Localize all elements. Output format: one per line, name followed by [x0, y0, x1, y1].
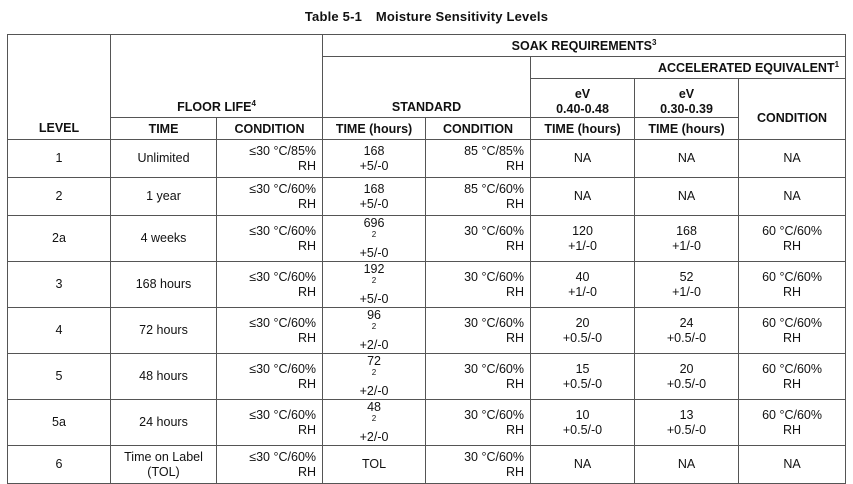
std-time-value: 72	[367, 354, 381, 368]
std-condition-value: 85 °C/60%	[464, 181, 525, 196]
ev2-time-value: 168	[676, 223, 697, 238]
std-time-footnote: 2	[371, 230, 377, 239]
ev1-label: eV	[574, 87, 591, 101]
floor-time-cell	[111, 262, 217, 308]
std-condition-value: 85 °C/85%	[464, 143, 525, 158]
ev1-time-tolerance: +0.5/-0	[562, 422, 603, 437]
ev1-time-value: NA	[573, 189, 592, 203]
time-header: TIME	[111, 118, 217, 140]
accel-condition-value: 60 °C/60%	[762, 269, 822, 284]
ev2-time-header: TIME (hours)	[635, 118, 739, 140]
ev1-time-value: NA	[573, 151, 592, 165]
std-time-tolerance: +5/-0	[359, 246, 389, 260]
ev2-time-cell	[635, 216, 739, 262]
accel-condition-value: 60 °C/60%	[762, 315, 822, 330]
accel-condition-rh: RH	[783, 422, 802, 437]
ev1-time-value: 120	[572, 223, 593, 238]
std-condition-value: 30 °C/60%	[464, 269, 525, 284]
floor-time-cell	[111, 308, 217, 354]
std-time-footnote: 2	[371, 322, 377, 331]
floor-condition-rh: RH	[297, 284, 317, 299]
ev-header-2	[635, 79, 739, 118]
floor-condition-value: ≤30 °C/60%	[249, 181, 317, 196]
ev2-time-cell	[635, 400, 739, 446]
floor-time-cell	[111, 354, 217, 400]
level-value: 6	[55, 457, 63, 471]
accelerated-label: ACCELERATED EQUIVALENT	[657, 60, 835, 75]
accel-condition-rh: RH	[783, 330, 802, 345]
floor-time-cell	[111, 446, 217, 484]
level-value: 3	[55, 277, 63, 291]
std-time-value: 168	[363, 143, 385, 158]
floor-time-value: 24 hours	[139, 415, 188, 429]
ev2-time-cell	[635, 178, 739, 216]
floor-condition-rh: RH	[297, 464, 317, 479]
ev1-time-value: 15	[575, 361, 590, 376]
floor-condition-rh: RH	[297, 422, 317, 437]
floor-condition-value: ≤30 °C/60%	[249, 449, 317, 464]
floor-condition-cell	[217, 262, 323, 308]
std-time-cell	[323, 262, 426, 308]
accel-condition-cell	[739, 178, 846, 216]
accel-condition-cell	[739, 262, 846, 308]
soak-requirements-header	[323, 35, 846, 57]
accelerated-equivalent-header	[531, 57, 846, 79]
std-condition-rh: RH	[505, 376, 525, 391]
accel-condition-rh: RH	[783, 238, 802, 253]
std-condition-cell	[426, 140, 531, 178]
level-value: 1	[55, 151, 63, 165]
ev2-time-cell	[635, 446, 739, 484]
std-condition-cell	[426, 446, 531, 484]
table-row	[8, 400, 846, 446]
floor-time-value-2: (TOL)	[147, 464, 180, 479]
ev2-time-tolerance: +0.5/-0	[666, 422, 707, 437]
ev-header-1	[531, 79, 635, 118]
ev1-time-cell	[531, 308, 635, 354]
table-body	[8, 140, 846, 484]
std-time-value-line	[326, 216, 422, 246]
std-condition-cell	[426, 216, 531, 262]
accel-condition-value: 60 °C/60%	[762, 223, 822, 238]
floor-condition-cell	[217, 308, 323, 354]
std-time-value-line	[326, 308, 422, 338]
std-time-value: 168	[363, 181, 385, 196]
ev1-time-cell	[531, 400, 635, 446]
table-row	[8, 308, 846, 354]
std-time-tolerance: +5/-0	[359, 292, 389, 306]
std-condition-value: 30 °C/60%	[464, 407, 525, 422]
soak-label: SOAK REQUIREMENTS	[511, 38, 652, 53]
floor-time-value: 4 weeks	[140, 231, 187, 245]
std-condition-cell	[426, 400, 531, 446]
floor-condition-header: CONDITION	[217, 118, 323, 140]
std-time-value-line	[326, 457, 422, 472]
floor-time-value: Time on Label	[124, 449, 203, 464]
std-condition-value: 30 °C/60%	[464, 361, 525, 376]
ev1-time-cell	[531, 354, 635, 400]
floor-condition-rh: RH	[297, 196, 317, 211]
level-cell	[8, 308, 111, 354]
table-row	[8, 354, 846, 400]
ev1-time-cell	[531, 262, 635, 308]
std-condition-rh: RH	[505, 196, 525, 211]
ev2-time-value: 52	[679, 269, 694, 284]
floor-condition-value: ≤30 °C/85%	[249, 143, 317, 158]
ev1-time-value: 40	[575, 269, 590, 284]
ev1-range: 0.40-0.48	[556, 102, 609, 116]
ev2-time-value: NA	[677, 189, 696, 203]
floor-time-cell	[111, 216, 217, 262]
accel-condition-label: CONDITION	[756, 111, 828, 125]
table-title: Moisture Sensitivity Levels	[375, 9, 549, 24]
ev1-time-header: TIME (hours)	[531, 118, 635, 140]
floor-condition-value: ≤30 °C/60%	[249, 361, 317, 376]
std-time-value: 192	[363, 262, 385, 276]
std-condition-cell	[426, 354, 531, 400]
floor-condition-rh: RH	[297, 376, 317, 391]
floor-life-footnote: 4	[251, 99, 256, 108]
accel-condition-cell	[739, 308, 846, 354]
std-time-tolerance: +2/-0	[359, 338, 389, 352]
table-row	[8, 216, 846, 262]
ev2-time-value: NA	[677, 151, 696, 165]
std-time-tolerance: +5/-0	[359, 158, 389, 173]
floor-condition-value: ≤30 °C/60%	[249, 223, 317, 238]
floor-time-value: 72 hours	[139, 323, 188, 337]
std-condition-value: 30 °C/60%	[464, 315, 525, 330]
floor-condition-cell	[217, 400, 323, 446]
ev2-time-value: 24	[679, 315, 694, 330]
ev1-time-tolerance: +0.5/-0	[562, 330, 603, 345]
standard-header	[323, 57, 531, 118]
level-value: 4	[55, 323, 63, 337]
level-cell	[8, 216, 111, 262]
floor-time-value: 168 hours	[135, 277, 192, 291]
accel-condition-cell	[739, 140, 846, 178]
ev2-time-cell	[635, 140, 739, 178]
std-time-value: TOL	[361, 457, 387, 471]
ev1-time-value: 20	[575, 315, 590, 330]
standard-label: STANDARD	[391, 100, 462, 114]
table-number: Table 5-1	[304, 9, 363, 24]
std-condition-rh: RH	[505, 464, 525, 479]
std-condition-rh: RH	[505, 238, 525, 253]
std-time-header: TIME (hours)	[323, 118, 426, 140]
accel-condition-header	[739, 79, 846, 140]
floor-condition-value: ≤30 °C/60%	[249, 269, 317, 284]
ev1-time-tolerance: +0.5/-0	[562, 376, 603, 391]
level-cell	[8, 446, 111, 484]
std-condition-rh: RH	[505, 422, 525, 437]
accel-condition-value: NA	[783, 457, 801, 471]
std-condition-cell	[426, 308, 531, 354]
level-cell	[8, 140, 111, 178]
accel-condition-value: NA	[783, 189, 801, 203]
accel-condition-rh: RH	[783, 376, 802, 391]
level-header: LEVEL	[8, 118, 111, 140]
std-time-value: 696	[363, 216, 385, 230]
table-row	[8, 178, 846, 216]
ev1-time-value: NA	[573, 457, 592, 471]
ev1-time-tolerance: +1/-0	[568, 284, 597, 299]
ev2-time-value: 13	[679, 407, 694, 422]
floor-life-header	[111, 35, 323, 118]
std-time-cell	[323, 400, 426, 446]
ev2-time-tolerance: +1/-0	[672, 238, 701, 253]
std-time-value-line	[326, 354, 422, 384]
ev2-time-tolerance: +0.5/-0	[666, 376, 707, 391]
floor-life-label: FLOOR LIFE	[177, 100, 252, 114]
std-condition-cell	[426, 262, 531, 308]
std-time-tolerance: +5/-0	[359, 196, 389, 211]
level-value: 2	[55, 189, 63, 203]
floor-condition-value: ≤30 °C/60%	[249, 407, 317, 422]
accel-condition-cell	[739, 354, 846, 400]
floor-condition-cell	[217, 178, 323, 216]
level-cell	[8, 262, 111, 308]
level-value: 5a	[52, 415, 66, 429]
floor-time-cell	[111, 140, 217, 178]
ev2-time-value: NA	[677, 457, 696, 471]
accel-condition-value: 60 °C/60%	[762, 361, 822, 376]
table-row	[8, 262, 846, 308]
accel-condition-cell	[739, 216, 846, 262]
soak-footnote: 3	[651, 37, 657, 47]
table-row	[8, 140, 846, 178]
level-header-blank	[8, 35, 111, 118]
floor-condition-rh: RH	[297, 158, 317, 173]
floor-time-value: Unlimited	[137, 151, 190, 165]
floor-condition-rh: RH	[297, 238, 317, 253]
std-condition-cell	[426, 178, 531, 216]
std-time-value-line	[326, 400, 422, 430]
ev1-time-cell	[531, 140, 635, 178]
ev1-time-cell	[531, 178, 635, 216]
floor-condition-cell	[217, 140, 323, 178]
ev2-time-cell	[635, 262, 739, 308]
std-time-value-line	[326, 144, 422, 159]
accel-condition-value: NA	[783, 151, 801, 165]
floor-condition-rh: RH	[297, 330, 317, 345]
accel-condition-value: 60 °C/60%	[762, 407, 822, 422]
std-condition-value: 30 °C/60%	[464, 223, 525, 238]
ev2-time-tolerance: +0.5/-0	[666, 330, 707, 345]
floor-condition-value: ≤30 °C/60%	[249, 315, 317, 330]
level-value: 5	[55, 369, 63, 383]
accel-condition-rh: RH	[783, 284, 802, 299]
std-time-footnote: 2	[371, 414, 377, 423]
std-time-cell	[323, 178, 426, 216]
ev1-time-tolerance: +1/-0	[568, 238, 597, 253]
std-condition-rh: RH	[505, 330, 525, 345]
level-value: 2a	[52, 231, 66, 245]
ev2-time-cell	[635, 354, 739, 400]
std-time-tolerance: +2/-0	[359, 384, 389, 398]
ev2-time-value: 20	[679, 361, 694, 376]
ev1-time-cell	[531, 446, 635, 484]
floor-time-cell	[111, 178, 217, 216]
std-time-cell	[323, 140, 426, 178]
floor-time-cell	[111, 400, 217, 446]
table-caption	[0, 9, 853, 24]
accel-condition-cell	[739, 446, 846, 484]
ev2-range: 0.30-0.39	[660, 102, 713, 116]
std-time-value: 48	[367, 400, 381, 414]
floor-time-value: 48 hours	[139, 369, 188, 383]
floor-condition-cell	[217, 446, 323, 484]
ev2-time-tolerance: +1/-0	[672, 284, 701, 299]
std-time-cell	[323, 216, 426, 262]
ev2-time-cell	[635, 308, 739, 354]
std-condition-header: CONDITION	[426, 118, 531, 140]
floor-time-value: 1 year	[146, 189, 181, 203]
std-time-cell	[323, 446, 426, 484]
std-time-value: 96	[367, 308, 381, 322]
floor-condition-cell	[217, 216, 323, 262]
std-condition-rh: RH	[505, 158, 525, 173]
std-time-cell	[323, 354, 426, 400]
ev1-time-cell	[531, 216, 635, 262]
moisture-sensitivity-table	[7, 34, 846, 484]
std-time-footnote: 2	[371, 276, 377, 285]
std-time-tolerance: +2/-0	[359, 430, 389, 444]
ev1-time-value: 10	[575, 407, 590, 422]
floor-condition-cell	[217, 354, 323, 400]
table-row	[8, 446, 846, 484]
level-cell	[8, 400, 111, 446]
accel-condition-cell	[739, 400, 846, 446]
std-time-cell	[323, 308, 426, 354]
accelerated-footnote: 1	[834, 59, 840, 69]
std-condition-value: 30 °C/60%	[464, 449, 525, 464]
ev2-label: eV	[678, 87, 695, 101]
std-time-value-line	[326, 182, 422, 197]
level-cell	[8, 354, 111, 400]
std-condition-rh: RH	[505, 284, 525, 299]
std-time-value-line	[326, 262, 422, 292]
std-time-footnote: 2	[371, 368, 377, 377]
level-cell	[8, 178, 111, 216]
